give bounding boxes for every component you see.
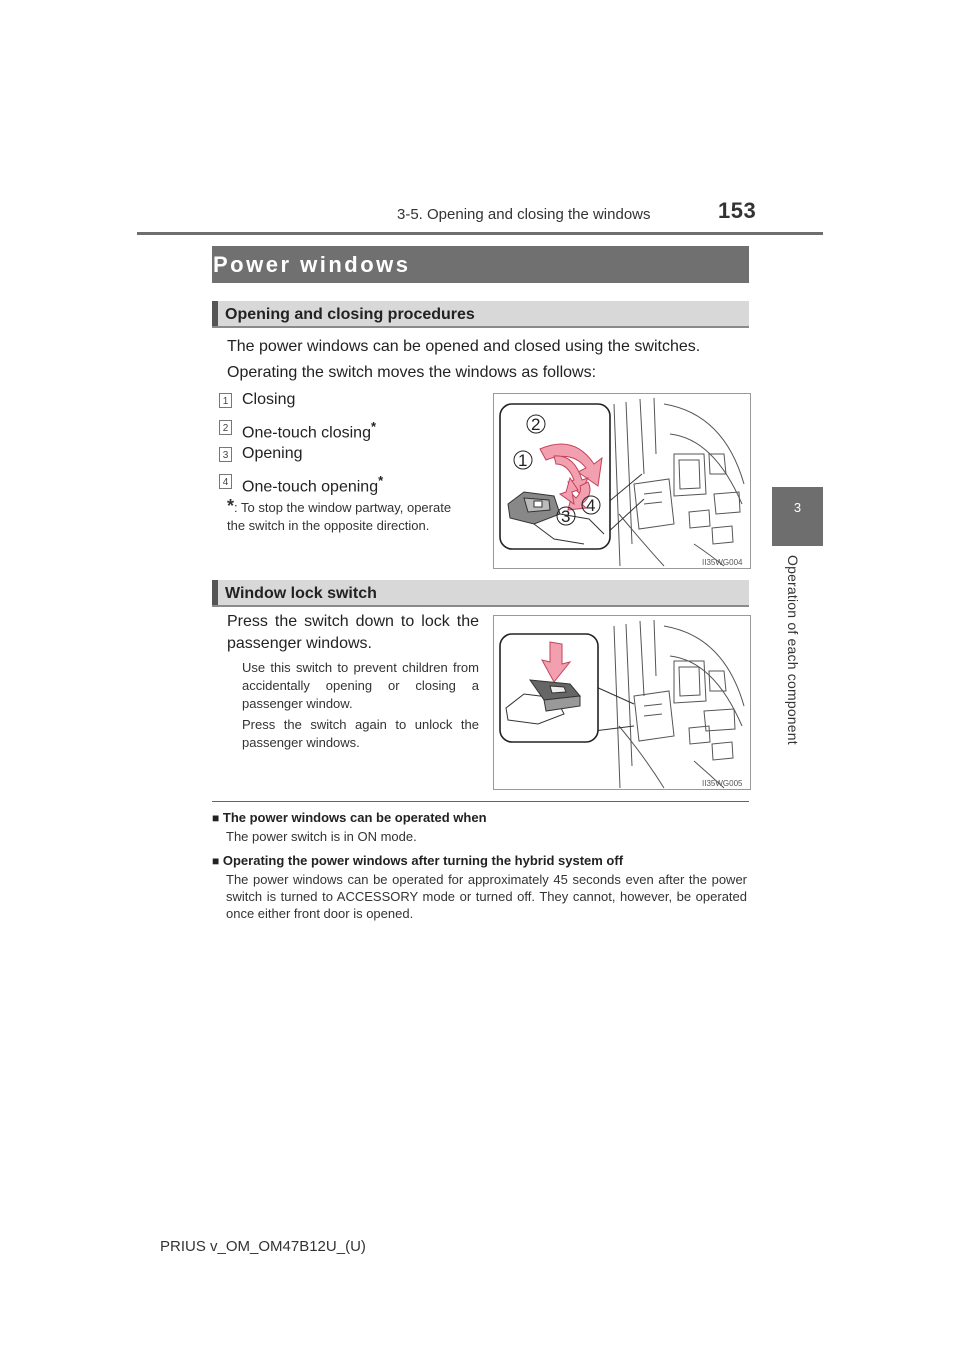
door-switch-illustration: [494, 394, 750, 568]
callout-2: 2: [531, 415, 541, 434]
lock-instruction: Press the switch down to lock the passenger windows.: [227, 613, 479, 652]
list-item: [219, 470, 479, 496]
step-number: 3: [219, 447, 232, 462]
list-item: [219, 389, 479, 411]
step-number: 2: [219, 420, 232, 435]
note-bullet: ■: [212, 854, 220, 868]
callout-4: 4: [586, 496, 596, 515]
chapter-label: Operation of each component: [785, 555, 801, 745]
footnote-marker: *: [378, 473, 384, 488]
list-item: [219, 416, 479, 442]
intro-text: The power windows can be opened and closed using the switches.: [227, 338, 701, 355]
step-label: One-touch closing: [242, 424, 371, 442]
section-heading: Opening and closing procedures: [225, 306, 475, 323]
section-heading: Window lock switch: [225, 585, 377, 602]
lock-note-children: Use this switch to prevent children from accidentally opening or closing a passenger window.: [242, 660, 479, 711]
list-item: [219, 443, 479, 465]
document-code: PRIUS v_OM_OM47B12U_(U): [160, 1238, 366, 1255]
step-label: Opening: [242, 445, 303, 462]
lock-note-unlock: Press the switch again to unlock the passenger windows.: [242, 717, 479, 750]
step-label: Closing: [242, 391, 296, 408]
lock-switch-illustration: [494, 616, 750, 789]
figure-lock-switch: [493, 615, 751, 790]
note-heading: The power windows can be operated when: [222, 810, 487, 825]
footnote: [227, 497, 467, 535]
note-body: The power switch is in ON mode.: [226, 829, 417, 844]
page-number: 153: [718, 198, 757, 223]
note-body: The power windows can be operated for approximately 45 seconds even after the power switch is turned to ACCESSORY mode or turned off. They cannot, however, be operated once either front door is opened.: [226, 872, 747, 921]
header-rule: [137, 232, 823, 235]
step-number: 4: [219, 474, 232, 489]
chapter-tab: [772, 487, 823, 546]
figure-code: II35WG005: [702, 779, 743, 788]
note-bullet: ■: [212, 811, 220, 825]
callout-1: 1: [518, 451, 528, 470]
figure-window-switch: [493, 393, 751, 569]
chapter-number: 3: [793, 500, 802, 515]
callout-3: 3: [561, 507, 571, 526]
lead-text: Operating the switch moves the windows as follows:: [227, 364, 597, 381]
figure-code: II35WG004: [702, 558, 743, 567]
footnote-asterisk: *: [227, 496, 235, 516]
notes-divider: [212, 801, 749, 802]
section-path: 3-5. Opening and closing the windows: [397, 206, 651, 223]
step-number: 1: [219, 393, 232, 408]
footnote-text: : To stop the window partway, operate the switch in the opposite direction.: [227, 500, 452, 533]
note-block: [212, 853, 747, 922]
footnote-marker: *: [370, 419, 377, 434]
step-label: One-touch opening: [242, 478, 379, 496]
page-title: Power windows: [213, 252, 411, 277]
note-heading: Operating the power windows after turning the hybrid system off: [222, 853, 624, 868]
note-block: [212, 810, 747, 845]
